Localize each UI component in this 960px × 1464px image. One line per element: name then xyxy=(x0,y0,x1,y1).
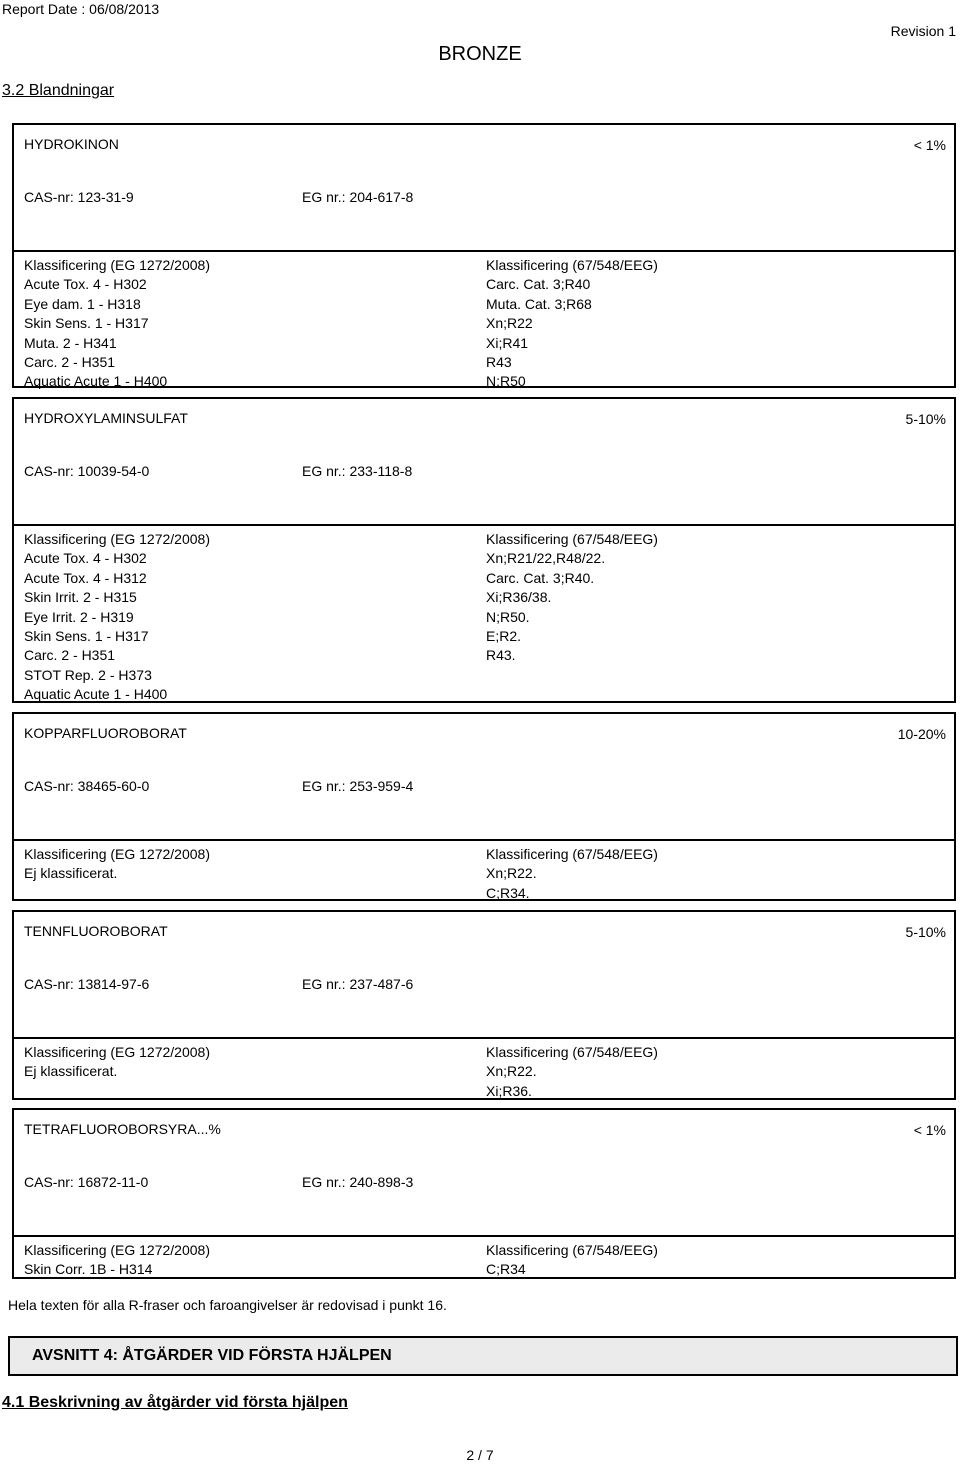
eg-number: EG nr.: 237-487-6 xyxy=(302,976,414,992)
classification-line: Klassificering (EG 1272/2008) xyxy=(24,1044,210,1060)
substance-name: HYDROXYLAMINSULFAT xyxy=(24,410,188,426)
classification-line: Eye dam. 1 - H318 xyxy=(24,295,141,312)
row-divider xyxy=(12,1235,956,1237)
dsd-classification xyxy=(486,845,658,903)
classification-line: Carc. Cat. 3;R40 xyxy=(486,276,591,293)
substance-percent: < 1% xyxy=(913,1122,946,1138)
classification-line: Carc. Cat. 3;R40. xyxy=(486,569,595,586)
classification-line: R43 xyxy=(486,354,512,371)
classification-line: Carc. 2 - H351 xyxy=(24,647,116,664)
cas-number: CAS-nr: 38465-60-0 xyxy=(24,778,150,794)
footnote: Hela texten för alla R-fraser och faroangivelser är redovisad i punkt 16. xyxy=(8,1297,447,1313)
substance-block xyxy=(12,123,956,388)
classification-line: Klassificering (67/548/EEG) xyxy=(486,531,658,547)
classification-line: Muta. 2 - H341 xyxy=(24,334,117,351)
classification-line: Xn;R22. xyxy=(486,1063,537,1080)
classification-line: Acute Tox. 4 - H312 xyxy=(24,569,147,586)
classification-line: Acute Tox. 4 - H302 xyxy=(24,276,147,293)
document-title: BRONZE xyxy=(438,43,522,65)
dsd-classification xyxy=(486,1241,658,1280)
row-divider xyxy=(12,839,956,841)
classification-line: E;R2. xyxy=(486,628,522,645)
row-divider xyxy=(12,250,956,252)
dsd-classification xyxy=(486,256,658,392)
classification-line: Aquatic Acute 1 - H400 xyxy=(24,373,168,390)
classification-line: Xi;R41 xyxy=(486,334,529,351)
substance-percent: < 1% xyxy=(913,137,946,153)
classification-line: Xi;R36. xyxy=(486,1082,532,1099)
substance-name: KOPPARFLUOROBORAT xyxy=(24,725,187,741)
section-4-title: AVSNITT 4: ÅTGÄRDER VID FÖRSTA HJÄLPEN xyxy=(32,1347,392,1364)
eg-number: EG nr.: 204-617-8 xyxy=(302,189,414,205)
section-heading-blandningar: 3.2 Blandningar xyxy=(2,82,115,99)
classification-line: Xn;R21/22,R48/22. xyxy=(486,550,606,567)
classification-line: Muta. Cat. 3;R68 xyxy=(486,295,592,312)
classification-line: Skin Sens. 1 - H317 xyxy=(24,315,149,332)
substance-percent: 10-20% xyxy=(897,726,946,742)
eg-number: EG nr.: 240-898-3 xyxy=(302,1174,414,1190)
classification-line: Skin Irrit. 2 - H315 xyxy=(24,589,137,606)
substance-name: TETRAFLUOROBORSYRA...% xyxy=(24,1121,221,1137)
classification-line: R43. xyxy=(486,647,516,664)
substance-block xyxy=(12,397,956,703)
clp-classification xyxy=(24,845,210,884)
classification-line: C;R34 xyxy=(486,1261,526,1278)
classification-line: Klassificering (EG 1272/2008) xyxy=(24,257,210,273)
substance-block xyxy=(12,1108,956,1279)
classification-line: Eye Irrit. 2 - H319 xyxy=(24,608,134,625)
substance-block xyxy=(12,910,956,1100)
substance-percent: 5-10% xyxy=(905,924,946,940)
eg-number: EG nr.: 233-118-8 xyxy=(302,463,413,479)
cas-number: CAS-nr: 16872-11-0 xyxy=(24,1174,149,1190)
cas-number: CAS-nr: 123-31-9 xyxy=(24,189,134,205)
classification-line: Klassificering (67/548/EEG) xyxy=(486,846,658,862)
cas-number: CAS-nr: 10039-54-0 xyxy=(24,463,150,479)
classification-line: N;R50 xyxy=(486,373,526,390)
classification-line: Klassificering (EG 1272/2008) xyxy=(24,1242,210,1258)
clp-classification xyxy=(24,1043,210,1082)
substance-name: HYDROKINON xyxy=(24,136,119,152)
revision-label: Revision 1 xyxy=(890,23,956,39)
dsd-classification xyxy=(486,1043,658,1101)
eg-number: EG nr.: 253-959-4 xyxy=(302,778,414,794)
classification-line: Klassificering (EG 1272/2008) xyxy=(24,846,210,862)
classification-line: STOT Rep. 2 - H373 xyxy=(24,666,152,683)
substance-percent: 5-10% xyxy=(905,411,946,427)
dsd-classification xyxy=(486,530,658,666)
classification-line: Klassificering (EG 1272/2008) xyxy=(24,531,210,547)
report-date: Report Date : 06/08/2013 xyxy=(2,1,160,17)
row-divider xyxy=(12,1037,956,1039)
classification-line: Ej klassificerat. xyxy=(24,1063,118,1080)
clp-classification xyxy=(24,1241,210,1280)
classification-line: Carc. 2 - H351 xyxy=(24,354,116,371)
row-divider xyxy=(12,524,956,526)
classification-line: Klassificering (67/548/EEG) xyxy=(486,1242,658,1258)
classification-line: Xn;R22 xyxy=(486,315,533,332)
page-number: 2 / 7 xyxy=(466,1447,494,1463)
classification-line: Xn;R22. xyxy=(486,865,537,882)
classification-line: Klassificering (67/548/EEG) xyxy=(486,257,658,273)
classification-line: C;R34. xyxy=(486,884,530,901)
cas-number: CAS-nr: 13814-97-6 xyxy=(24,976,150,992)
classification-line: Xi;R36/38. xyxy=(486,589,552,606)
clp-classification xyxy=(24,256,210,392)
clp-classification xyxy=(24,530,210,705)
substance-block xyxy=(12,712,956,901)
classification-line: Klassificering (67/548/EEG) xyxy=(486,1044,658,1060)
classification-line: Ej klassificerat. xyxy=(24,865,118,882)
classification-line: Aquatic Acute 1 - H400 xyxy=(24,686,168,703)
section-4-1-heading: 4.1 Beskrivning av åtgärder vid första hjälpen xyxy=(2,1394,348,1411)
section-4-banner xyxy=(8,1336,958,1376)
classification-line: Skin Sens. 1 - H317 xyxy=(24,628,149,645)
classification-line: Skin Corr. 1B - H314 xyxy=(24,1261,153,1278)
classification-line: N;R50. xyxy=(486,608,530,625)
substance-name: TENNFLUOROBORAT xyxy=(24,923,168,939)
classification-line: Acute Tox. 4 - H302 xyxy=(24,550,147,567)
